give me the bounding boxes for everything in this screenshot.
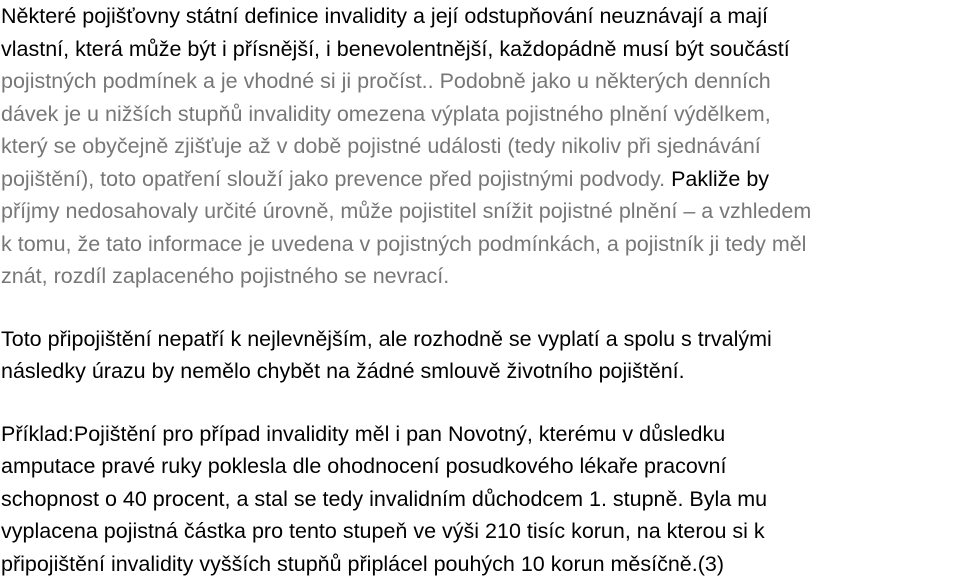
text-segment: . Podobně jako u některých denních [428,69,771,93]
text-segment: k tomu, že tato informace je uvedena v pojistných podmínkách, a pojistník ji tedy měl [1,232,806,256]
text-line [0,0,960,33]
text-segment: Pakliže by [665,167,769,191]
text-line [0,418,960,451]
text-segment: vyplacena pojistná částka pro tento stupeň ve výši 210 tisíc korun, na kterou si k [1,519,765,543]
text-line [0,163,960,196]
text-line [0,323,960,356]
text-line [0,98,960,131]
text-line [0,228,960,261]
paragraph-spacer [0,293,960,323]
text-segment: dávek je u nižších stupňů invalidity omezena výplata pojistného plnění výdělkem, [1,102,771,126]
text-line [0,483,960,516]
text-segment: Některé pojišťovny státní definice invalidity a její odstupňování neuznávají a mají [1,4,768,28]
text-segment: Toto připojištění nepatří k nejlevnějším, ale rozhodně se vyplatí a spolu s trvalými [1,327,772,351]
text-segment: schopnost o 40 procent, a stal se tedy invalidním důchodcem 1. stupně. Byla mu [1,487,767,511]
paragraph-example [0,418,960,580]
text-segment: pojistných podmínek a je vhodné si ji pročíst. [1,69,428,93]
text-line [0,515,960,548]
text-segment: připojištění invalidity vyšších stupňů připlácel pouhých 10 korun měsíčně.(3) [1,552,724,576]
text-segment: Příklad:Pojištění pro případ invalidity měl i pan Novotný, kterému v důsledku [1,422,725,446]
text-segment: vlastní, která může být i přísnější, i benevolentnější, každopádně musí být součástí [1,37,790,61]
text-segment: příjmy nedosahovaly určité úrovně, může pojistitel snížit pojistné plnění – a vzhledem [1,199,811,223]
text-segment: amputace pravé ruky poklesla dle ohodnocení posudkového lékaře pracovní [1,454,727,478]
text-line [0,450,960,483]
paragraph-spacer [0,388,960,418]
text-line [0,195,960,228]
text-line [0,33,960,66]
text-line [0,65,960,98]
paragraph-recommendation [0,323,960,388]
text-segment: pojištění), toto opatření slouží jako prevence před pojistnými podvody. [1,167,665,191]
text-segment: znát, rozdíl zaplaceného pojistného se nevrací. [1,264,449,288]
text-segment: následky úrazu by nemělo chybět na žádné smlouvě životního pojištění. [1,359,685,383]
text-segment: který se obyčejně zjišťuje až v době pojistné události (tedy nikoliv při sjednávání [1,134,761,158]
text-line [0,355,960,388]
text-line [0,130,960,163]
text-line [0,260,960,293]
text-line [0,548,960,580]
